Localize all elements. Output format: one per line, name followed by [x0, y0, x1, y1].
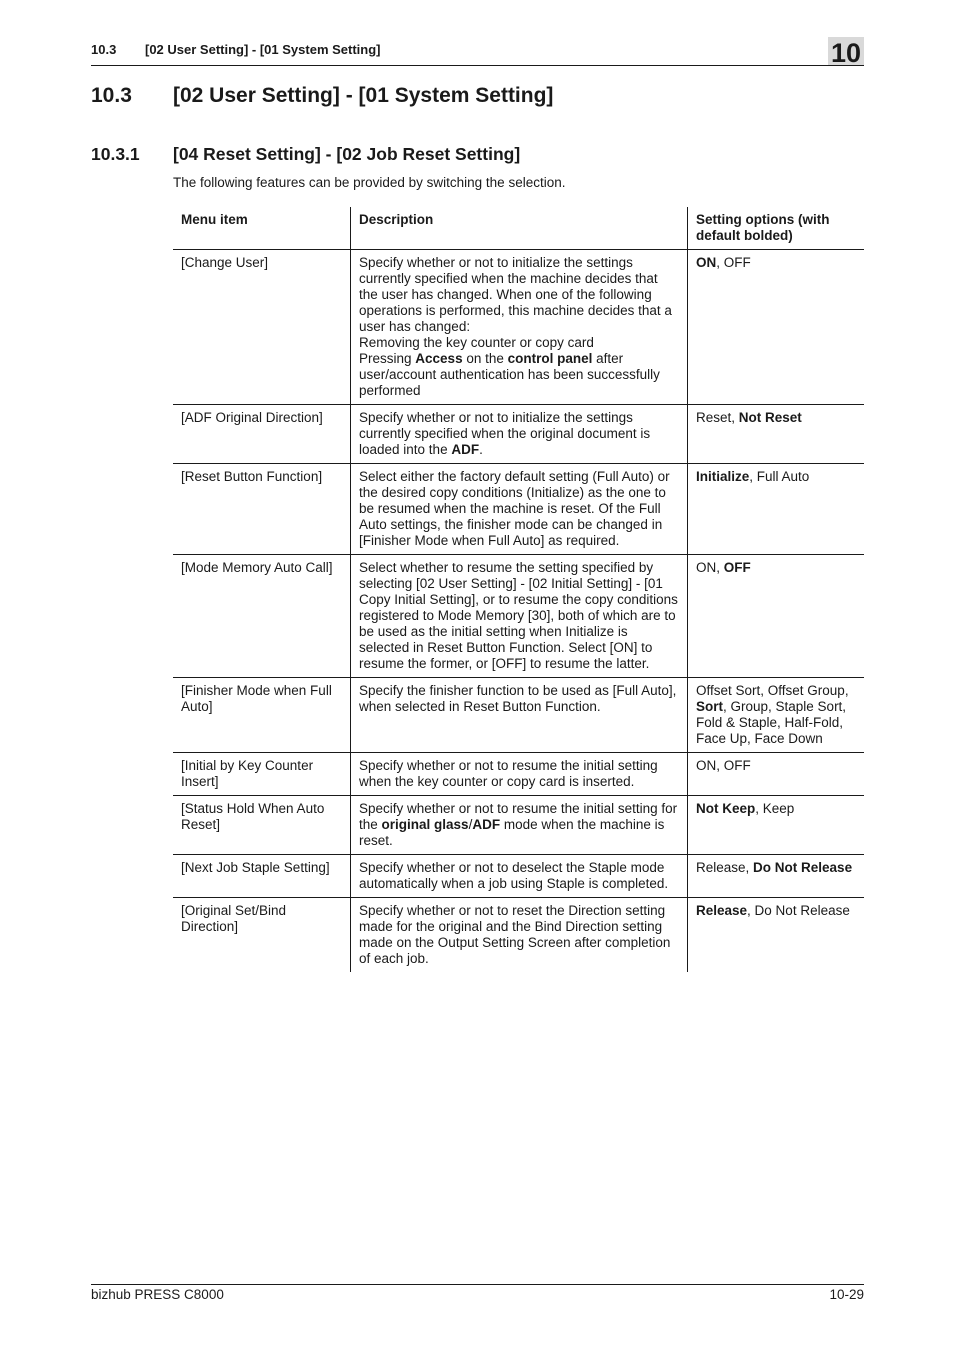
menu-item-cell: [Finisher Mode when Full Auto]	[181, 683, 332, 714]
text-run: ON,	[696, 560, 724, 575]
description-cell	[351, 753, 688, 796]
bold-text-run: control panel	[507, 351, 593, 366]
table-row	[173, 796, 864, 855]
text-run: Specify whether or not to resume the initial setting when the key counter or copy card is inserted.	[359, 758, 658, 789]
table-row	[173, 464, 864, 555]
bold-text-run: ADF	[472, 817, 501, 832]
table-row	[173, 555, 864, 678]
running-header-section-title: [02 User Setting] - [01 System Setting]	[145, 42, 381, 57]
menu-item-cell: [Next Job Staple Setting]	[181, 860, 330, 875]
menu-item-cell: [Initial by Key Counter Insert]	[181, 758, 314, 789]
text-run: /	[468, 817, 473, 832]
table-row	[173, 405, 864, 464]
text-run: Select either the factory default setting (Full Auto) or the desired copy conditions (Initialize) as the one to be resumed when the machine is reset. Of the Full Auto settings, the finisher mode can be changed in [Finisher Mode when Full Auto] as required.	[359, 469, 670, 548]
text-run: Specify whether or not to deselect the Staple mode automatically when a job using Staple is completed.	[359, 860, 669, 891]
section-heading-title: [02 User Setting] - [01 System Setting]	[173, 84, 554, 107]
bold-text-run: Do Not Release	[753, 860, 853, 875]
setting-options-cell	[688, 405, 865, 464]
bold-text-run: Access	[415, 351, 463, 366]
text-run: Release,	[696, 860, 754, 875]
table-body	[173, 250, 864, 973]
running-header	[91, 42, 864, 57]
setting-options-cell	[688, 796, 865, 855]
table-row	[173, 753, 864, 796]
section-heading-number: 10.3	[91, 84, 132, 107]
table-row	[173, 250, 864, 405]
subsection-heading-number: 10.3.1	[91, 144, 140, 164]
text-run: , Group, Staple Sort, Fold & Staple, Half-Fold, Face Up, Face Down	[696, 699, 847, 746]
bold-text-run: Release	[696, 903, 748, 918]
description-cell	[351, 464, 688, 555]
menu-item-cell: [Change User]	[181, 255, 269, 270]
text-run: Specify whether or not to initialize the settings currently specified when the machine decides that the user has changed. When one of the following operations is performed, this machine decides that a user has changed:	[359, 255, 672, 334]
text-run: mode when the machine is reset.	[359, 817, 665, 848]
setting-options-cell	[688, 855, 865, 898]
footer-product-name: bizhub PRESS C8000	[91, 1287, 224, 1302]
text-run: Specify whether or not to initialize the settings currently specified when the original document is loaded into the	[359, 410, 651, 457]
setting-options-cell	[688, 464, 865, 555]
section-heading	[91, 84, 553, 108]
text-run: on the	[462, 351, 508, 366]
text-run: Offset Sort, Offset Group,	[696, 683, 849, 698]
text-run: Specify the finisher function to be used as [Full Auto], when selected in Reset Button Function.	[359, 683, 677, 714]
text-run: , OFF	[716, 255, 751, 270]
text-run: , Full Auto	[749, 469, 810, 484]
header-divider	[91, 65, 864, 66]
description-cell	[351, 898, 688, 973]
text-run: ON, OFF	[696, 758, 751, 773]
header-setting-options: Setting options (with default bolded)	[688, 207, 865, 250]
bold-text-run: OFF	[723, 560, 751, 575]
menu-item-cell: [Original Set/Bind Direction]	[181, 903, 287, 934]
description-cell	[351, 855, 688, 898]
footer-divider	[91, 1284, 864, 1285]
bold-text-run: Initialize	[696, 469, 750, 484]
bold-text-run: Not Reset	[738, 410, 802, 425]
bold-text-run: Sort	[696, 699, 723, 714]
setting-options-cell	[688, 753, 865, 796]
menu-item-cell: [Reset Button Function]	[181, 469, 323, 484]
text-run: Removing the key counter or copy card Pressing	[359, 335, 594, 366]
running-header-section-number: 10.3	[91, 42, 117, 57]
text-run: Specify whether or not to resume the initial setting for the	[359, 801, 678, 832]
text-run: Reset,	[696, 410, 739, 425]
subsection-heading-title: [04 Reset Setting] - [02 Job Reset Setting]	[173, 144, 521, 164]
table-header-row	[173, 207, 864, 250]
bold-text-run: Not Keep	[696, 801, 756, 816]
menu-item-cell: [ADF Original Direction]	[181, 410, 323, 425]
table-row	[173, 898, 864, 973]
menu-item-cell: [Mode Memory Auto Call]	[181, 560, 333, 575]
setting-options-cell	[688, 898, 865, 973]
description-cell	[351, 796, 688, 855]
bold-text-run: ADF	[451, 442, 480, 457]
footer-page-number: 10-29	[829, 1287, 864, 1302]
menu-item-cell: [Status Hold When Auto Reset]	[181, 801, 325, 832]
header-description: Description	[351, 207, 688, 250]
bold-text-run: ON	[696, 255, 717, 270]
table-row	[173, 678, 864, 753]
setting-options-cell	[688, 250, 865, 405]
description-cell	[351, 250, 688, 405]
description-cell	[351, 678, 688, 753]
setting-options-cell	[688, 678, 865, 753]
text-run: , Keep	[755, 801, 795, 816]
bold-text-run: original glass	[381, 817, 469, 832]
chapter-number-badge: 10	[828, 37, 864, 65]
header-menu-item: Menu item	[181, 212, 248, 227]
text-run: Select whether to resume the setting specified by selecting [02 User Setting] - [02 Initial Setting] - [01 Copy Initial Setting], or to resume the copy conditions registered to Mode Memory [30], both of which are to be used as the initial setting when Initialize is selected in Reset Button Function. Select [ON] to resume the former, or [OFF] to resume the latter.	[359, 560, 678, 671]
description-cell	[351, 555, 688, 678]
description-cell	[351, 405, 688, 464]
text-run: Specify whether or not to reset the Direction setting made for the original and the Bind Direction setting made on the Output Setting Screen after completion of each job.	[359, 903, 671, 966]
intro-paragraph: The following features can be provided by switching the selection.	[173, 175, 566, 190]
text-run: , Do Not Release	[747, 903, 850, 918]
setting-options-cell	[688, 555, 865, 678]
table-row	[173, 855, 864, 898]
settings-table	[173, 207, 864, 972]
subsection-heading	[91, 144, 520, 165]
text-run: after user/account authentication has been successfully performed	[359, 351, 660, 398]
text-run: .	[479, 442, 483, 457]
